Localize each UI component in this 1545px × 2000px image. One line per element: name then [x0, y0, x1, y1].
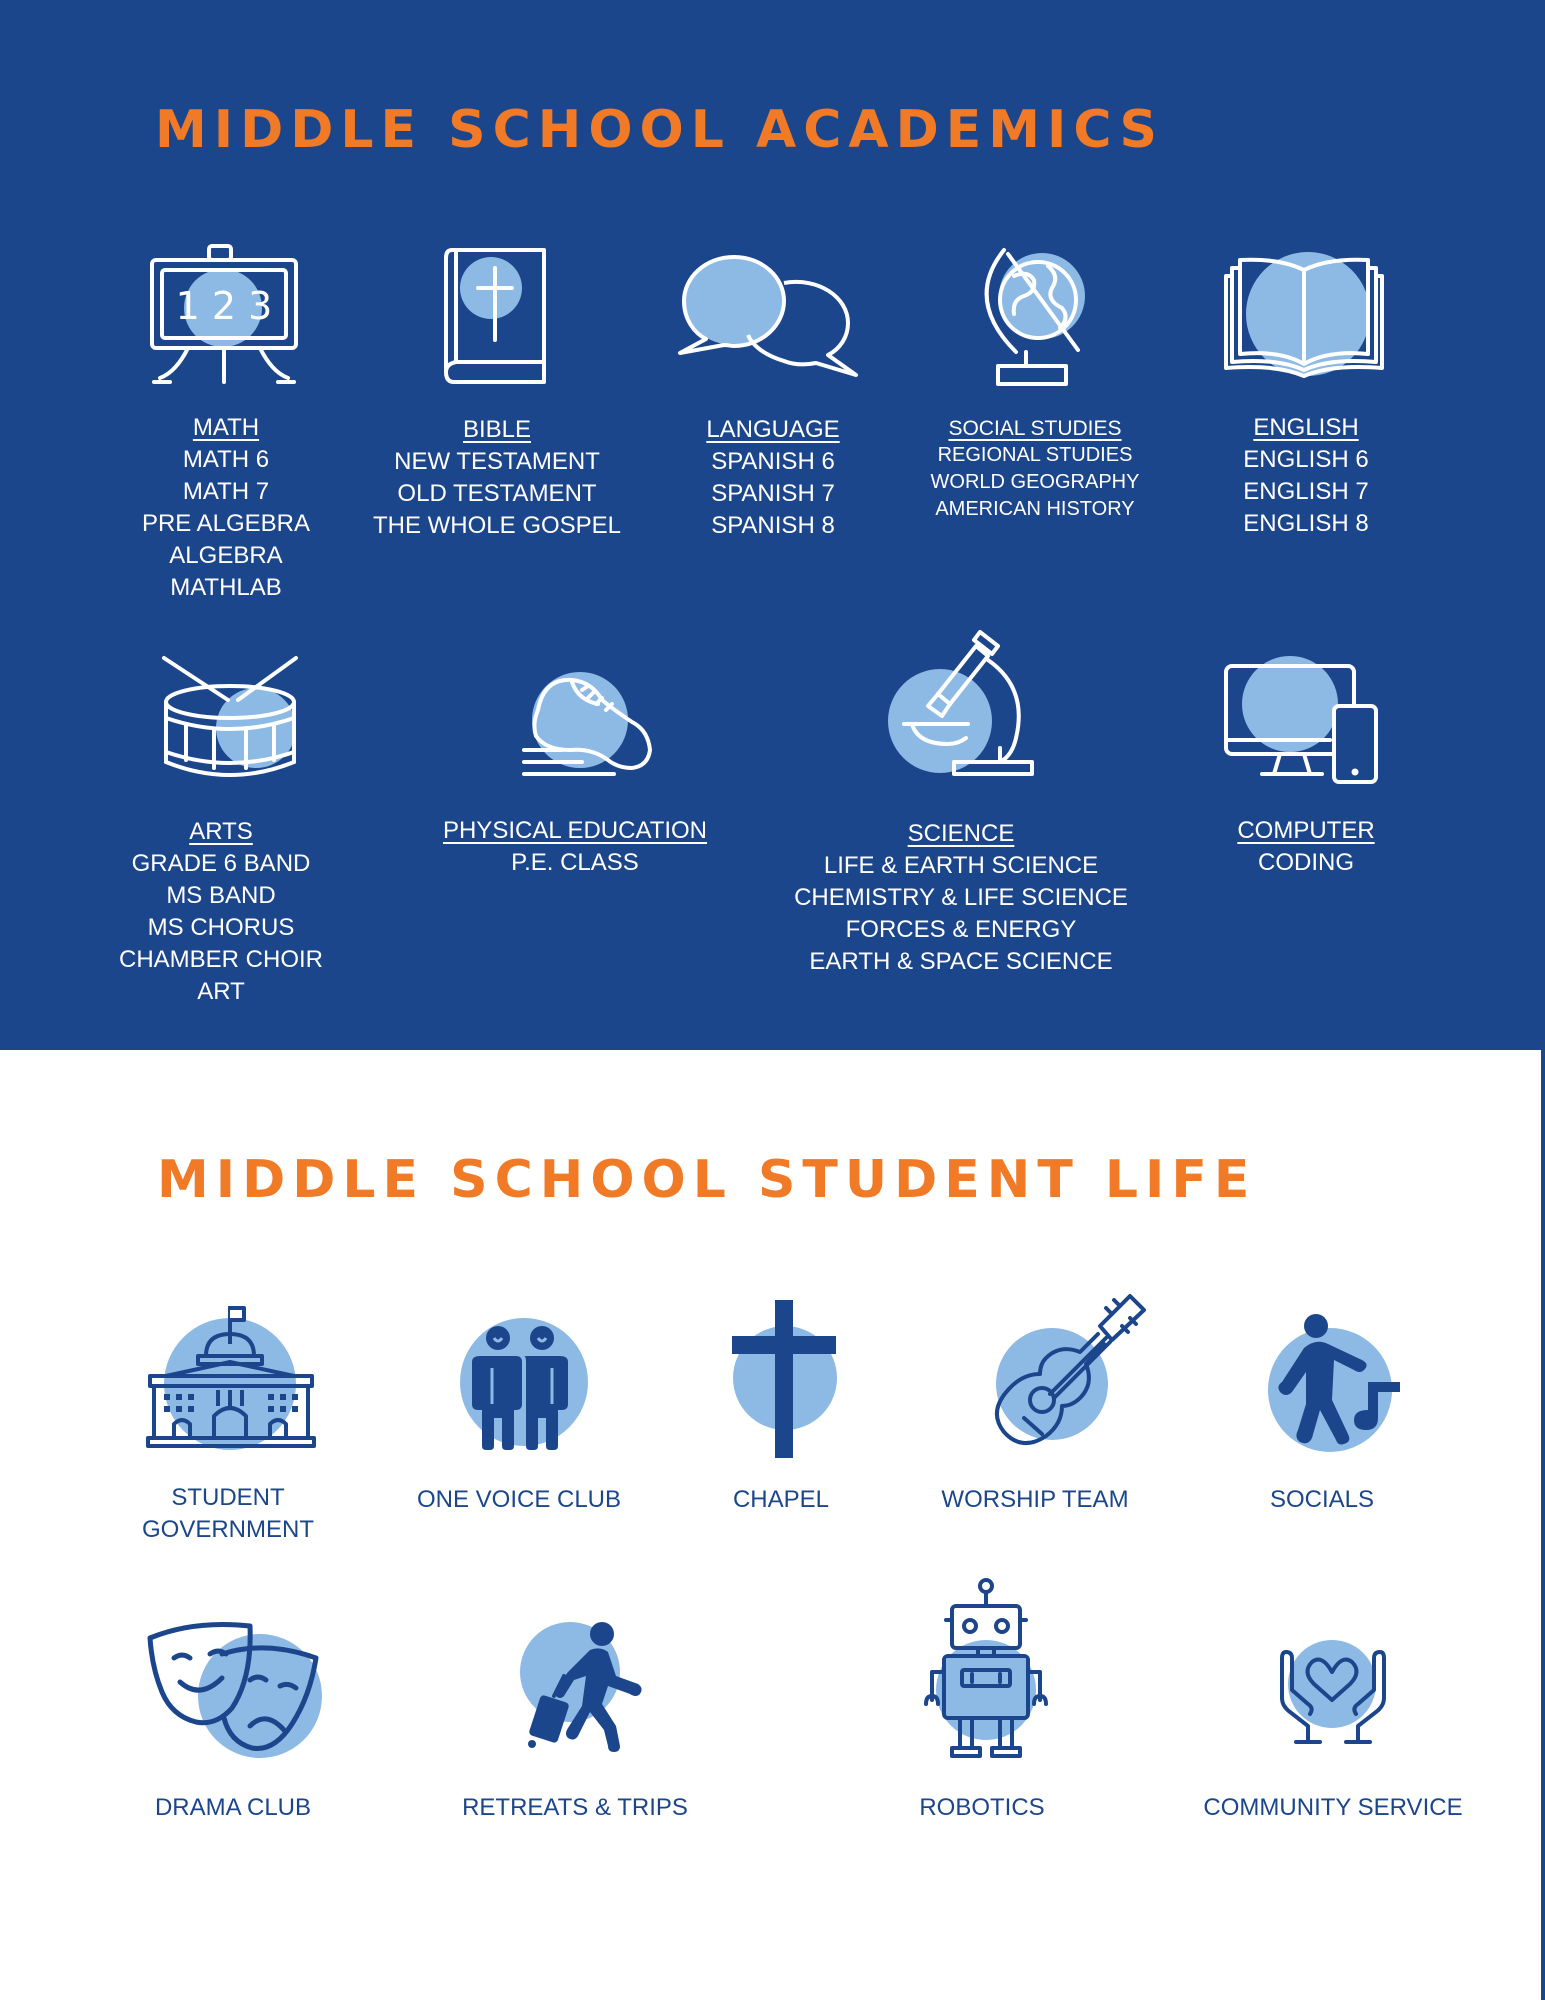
activity-label: CHAPEL	[732, 1486, 830, 1513]
subject-heading: SCIENCE	[907, 820, 1015, 847]
activity-robotics	[892, 1792, 1072, 1824]
course-item: CHAMBER CHOIR	[118, 946, 323, 973]
activity-label: SOCIALS	[1269, 1486, 1375, 1513]
course-item: NEW TESTAMENT	[394, 448, 600, 475]
activity-label: COMMUNITY SERVICE	[1203, 1794, 1463, 1821]
course-item: MATH 6	[182, 446, 270, 473]
drum-icon	[156, 652, 306, 792]
course-item: SPANISH 6	[711, 448, 835, 475]
subject-physical-education	[425, 815, 725, 879]
subject-heading: ARTS	[189, 818, 253, 845]
globe-icon	[976, 246, 1096, 391]
subject-computer	[1206, 815, 1406, 879]
activity-label: ONE VOICE CLUB	[416, 1486, 622, 1513]
course-item: OLD TESTAMENT	[397, 480, 597, 507]
course-item: MS CHORUS	[147, 914, 295, 941]
activity-label: DRAMA CLUB	[154, 1794, 312, 1821]
course-item: CODING	[1258, 849, 1354, 876]
chalkboard-icon	[146, 240, 306, 390]
subject-bible	[347, 414, 647, 542]
course-item: ENGLISH 6	[1243, 446, 1369, 473]
sneaker-icon	[522, 670, 662, 790]
activity-worship-team	[895, 1484, 1175, 1516]
activity-drama-club	[118, 1792, 348, 1824]
course-item: THE WHOLE GOSPEL	[372, 512, 622, 539]
course-item: FORCES & ENERGY	[845, 916, 1077, 943]
dancing-person-icon	[1266, 1312, 1406, 1468]
activity-label: STUDENT	[171, 1484, 285, 1511]
robot-icon	[912, 1578, 1062, 1762]
microscope-icon	[888, 628, 1038, 783]
course-item: ENGLISH 7	[1243, 478, 1369, 505]
course-item: P.E. CLASS	[511, 849, 639, 876]
course-item: WORLD GEOGRAPHY	[930, 471, 1140, 493]
course-item: MATHLAB	[170, 574, 282, 601]
course-item: SPANISH 8	[711, 512, 835, 539]
chalkboard-text: 1 2 3	[175, 284, 273, 328]
course-item: PRE ALGEBRA	[141, 510, 311, 537]
course-item: ART	[197, 978, 245, 1005]
course-item: MS BAND	[166, 882, 276, 909]
subject-science	[781, 818, 1141, 978]
subject-social-studies	[900, 415, 1170, 523]
speech-bubbles-icon	[676, 253, 866, 383]
course-item: AMERICAN HISTORY	[935, 498, 1135, 520]
subject-language	[673, 414, 873, 542]
activity-one-voice-club	[389, 1484, 649, 1516]
subject-arts	[101, 816, 341, 1008]
activity-chapel	[691, 1484, 871, 1516]
subject-heading: MATH	[192, 414, 260, 441]
capitol-building-icon	[146, 1304, 316, 1454]
activity-label: RETREATS & TRIPS	[462, 1794, 688, 1821]
course-item: GRADE 6 BAND	[131, 850, 311, 877]
heart-hands-icon	[1278, 1630, 1388, 1746]
open-book-icon	[1224, 250, 1386, 380]
subject-heading: BIBLE	[462, 416, 532, 443]
activity-label: WORSHIP TEAM	[941, 1486, 1129, 1513]
course-item: REGIONAL STUDIES	[937, 444, 1133, 466]
course-item: SPANISH 7	[711, 480, 835, 507]
guitar-icon	[982, 1286, 1158, 1462]
page-edge-line	[1541, 1050, 1545, 2000]
subject-english	[1206, 412, 1406, 540]
cross-icon	[730, 1298, 840, 1460]
subject-heading: COMPUTER	[1237, 817, 1375, 844]
activity-label: GOVERNMENT	[141, 1516, 314, 1543]
subject-heading: LANGUAGE	[706, 416, 840, 443]
course-item: CHEMISTRY & LIFE SCIENCE	[794, 884, 1128, 911]
academics-title: MIDDLE SCHOOL ACADEMICS	[155, 100, 1164, 160]
traveler-icon	[520, 1620, 660, 1755]
two-people-icon	[458, 1318, 592, 1454]
course-item: LIFE & EARTH SCIENCE	[823, 852, 1099, 879]
subject-heading: ENGLISH	[1253, 414, 1359, 441]
activity-community-service	[1183, 1792, 1483, 1824]
course-item: MATH 7	[182, 478, 270, 505]
activity-socials	[1232, 1484, 1412, 1516]
course-item: ALGEBRA	[169, 542, 283, 569]
student-life-title: MIDDLE SCHOOL STUDENT LIFE	[157, 1150, 1257, 1210]
course-item: EARTH & SPACE SCIENCE	[809, 948, 1113, 975]
computer-devices-icon	[1222, 654, 1382, 784]
subject-math	[126, 412, 326, 604]
activity-student-government	[118, 1482, 338, 1546]
bible-icon	[440, 246, 550, 386]
subject-heading: SOCIAL STUDIES	[948, 417, 1122, 440]
activity-retreats-trips	[425, 1792, 725, 1824]
activity-label: ROBOTICS	[919, 1794, 1045, 1821]
course-item: ENGLISH 8	[1243, 510, 1369, 537]
subject-heading: PHYSICAL EDUCATION	[442, 817, 708, 844]
theater-masks-icon	[146, 1618, 322, 1764]
